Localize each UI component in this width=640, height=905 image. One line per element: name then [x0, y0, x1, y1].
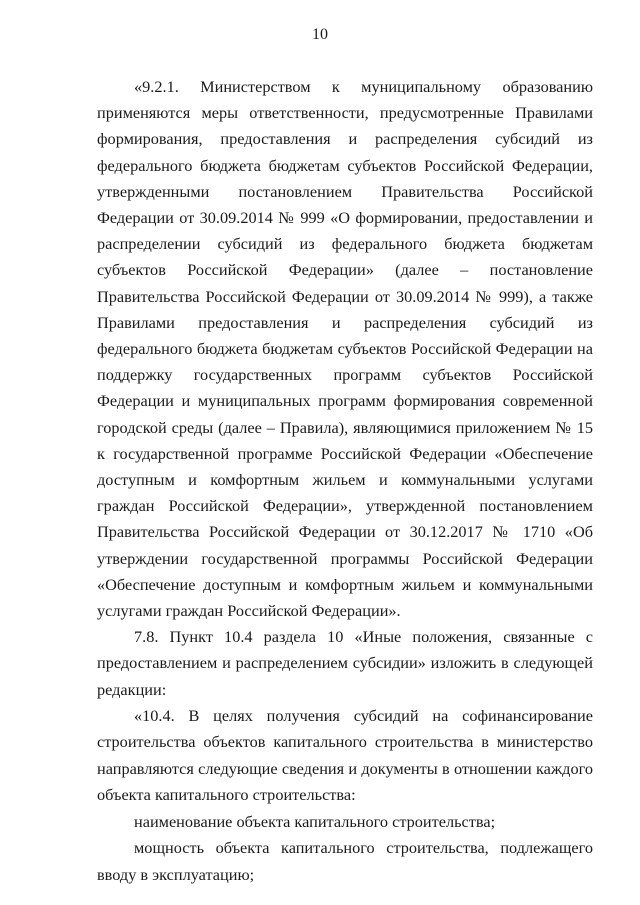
paragraph-10-4: «10.4. В целях получения субсидий на софинансирование строительства объектов капитального строительства в министерство направляются следующие сведения и документы в отношении каждого объекта капитального строительства:	[97, 705, 593, 805]
page-number: 10	[312, 26, 328, 43]
document-body	[97, 74, 593, 888]
paragraph-object-name: наименование объекта капитального строительства;	[134, 811, 496, 831]
paragraph-object-capacity: мощность объекта капитального строительства, подлежащего вводу в эксплуатацию;	[97, 838, 593, 884]
paragraph-7-8: 7.8. Пункт 10.4 раздела 10 «Иные положения, связанные с предоставлением и распределением субсидии» изложить в следующей редакции:	[97, 627, 593, 699]
paragraph-9-2-1: «9.2.1. Министерством к муниципальному образованию применяются меры ответственности, предусмотренные Правилами формирования, предоставления и распределения субсидий из федерального бюджета бюджетам субъектов Российской Федерации, утвержденными постановлением Правительства Российской Федерации от 30.09.2014 № 999 «О формировании, предоставлении и распределении субсидий из федерального бюджета бюджетам субъектов Российской Федерации» (далее – постановление Правительства Российской Федерации от 30.09.2014 № 999), а также Правилами предоставления и распределения субсидий из федерального бюджета бюджетам субъектов Российской Федерации на поддержку государственных программ субъектов Российской Федерации и муниципальных программ формирования современной городской среды (далее – Правила), являющимися приложением № 15 к государственной программе Российской Федерации «Обеспечение доступным и комфортным жильем и коммунальными услугами граждан Российской Федерации», утвержденной постановлением Правительства Российской Федерации от 30.12.2017 № 1710 «Об утверждении государственной программы Российской Федерации «Обеспечение доступным и комфортным жильем и коммунальными услугами граждан Российской Федерации».	[97, 77, 593, 621]
